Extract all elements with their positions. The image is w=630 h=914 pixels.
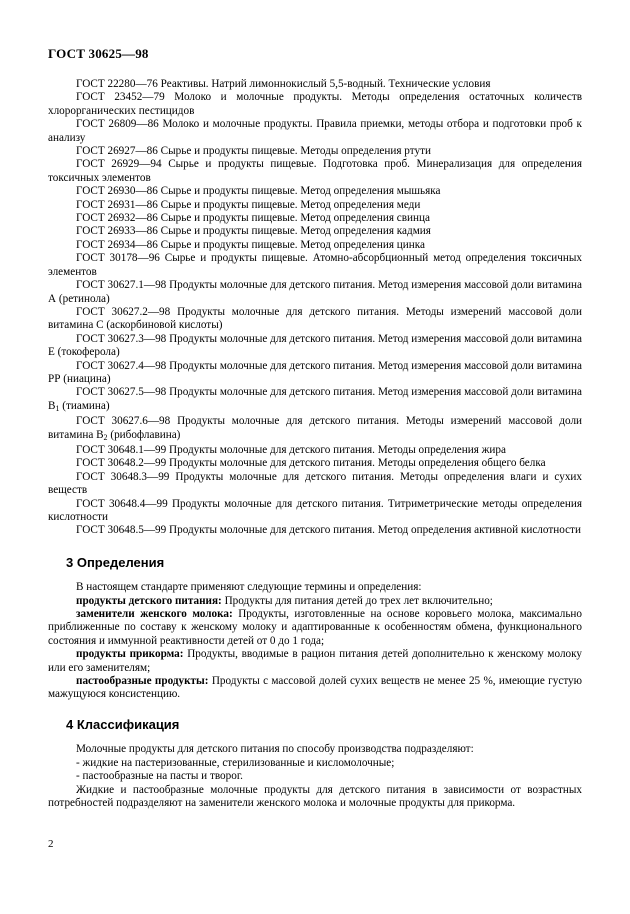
list-item: - пастообразные на пасты и творог. xyxy=(76,770,243,783)
reference-item: ГОСТ 30648.4—99 Продукты молочные для детского питания. Титриметрические методы определения кислотности xyxy=(48,497,583,523)
reference-item: ГОСТ 30648.1—99 Продукты молочные для детского питания. Методы определения жира xyxy=(76,443,506,456)
reference-item: ГОСТ 26927—86 Сырье и продукты пищевые. Методы определения ртути xyxy=(76,145,431,158)
section-heading-classification: 4 Классификация xyxy=(66,716,180,732)
references-list xyxy=(48,78,582,538)
page-number: 2 xyxy=(48,838,54,850)
document-header: ГОСТ 30625—98 xyxy=(48,46,149,61)
definitions-section xyxy=(48,581,582,702)
document-body xyxy=(48,78,582,810)
reference-item: ГОСТ 30627.1—98 Продукты молочные для детского питания. Метод измерения массовой доли витамина А (ретинола) xyxy=(48,279,582,305)
reference-item: ГОСТ 26932—86 Сырье и продукты пищевые. Метод определения свинца xyxy=(76,212,430,225)
reference-item: ГОСТ 30648.3—99 Продукты молочные для детского питания. Методы определения влаги и сухих веществ xyxy=(48,470,583,497)
reference-item: ГОСТ 26931—86 Сырье и продукты пищевые. Метод определения меди xyxy=(76,198,421,211)
reference-item: ГОСТ 30648.2—99 Продукты молочные для детского питания. Методы определения общего белка xyxy=(76,457,546,470)
classification-section xyxy=(48,743,582,810)
term: продукты прикорма: xyxy=(76,648,184,661)
reference-item: ГОСТ 26930—86 Сырье и продукты пищевые. Метод определения мышьяка xyxy=(76,185,441,198)
definition: Продукты, вводимые в рацион питания детей дополнительно к женскому молоку или его заменителям; xyxy=(48,648,583,674)
section-intro: В настоящем стандарте применяют следующие термины и определения: xyxy=(76,581,422,594)
definition-item xyxy=(48,648,582,675)
reference-item: ГОСТ 30648.5—99 Продукты молочные для детского питания. Метод определения активной кислотности xyxy=(76,524,581,537)
reference-item: ГОСТ 30627.6—98 Продукты молочные для детского питания. Методы измерений массовой доли витамина $В_2$ (рибофлавина) xyxy=(48,415,583,442)
definition-item xyxy=(48,608,582,648)
section-intro: Молочные продукты для детского питания по способу производства подразделяют: xyxy=(76,743,474,756)
reference-item: ГОСТ 26934—86 Сырье и продукты пищевые. Метод определения цинка xyxy=(76,238,425,251)
definition: Продукты с массовой долей сухих веществ не менее 25 %, имеющие густую мажущуюся консистенцию. xyxy=(48,675,583,701)
term: пастообразные продукты: xyxy=(76,675,209,688)
reference-item: ГОСТ 22280—76 Реактивы. Натрий лимоннокислый 5,5-водный. Технические условия xyxy=(76,78,491,90)
definition: Продукты для питания детей до трех лет включительно; xyxy=(221,594,493,607)
term: продукты детского питания: xyxy=(76,594,222,607)
reference-item: ГОСТ 26809—86 Молоко и молочные продукты. Правила приемки, методы отбора и подготовки проб к анализу xyxy=(48,118,582,144)
section-heading-definitions: 3 Определения xyxy=(66,554,165,570)
reference-item: ГОСТ 30627.2—98 Продукты молочные для детского питания. Методы измерений массовой доли витамина С (аскорбиновой кислоты) xyxy=(48,305,583,332)
list-item: - жидкие на пастеризованные, стерилизованные и кисломолочные; xyxy=(76,756,395,769)
reference-item: ГОСТ 30627.4—98 Продукты молочные для детского питания. Метод измерения массовой доли витамина РР (ниацина) xyxy=(48,359,582,385)
reference-item: ГОСТ 26929—94 Сырье и продукты пищевые. Подготовка проб. Минерализация для определения токсичных элементов xyxy=(48,158,583,184)
term: заменители женского молока: xyxy=(76,608,233,621)
reference-item: ГОСТ 26933—86 Сырье и продукты пищевые. Метод определения кадмия xyxy=(76,225,431,238)
reference-item: ГОСТ 30178—96 Сырье и продукты пищевые. Атомно-абсорбционный метод определения токсичных элементов xyxy=(48,252,583,278)
definition-item xyxy=(48,675,582,702)
reference-item: ГОСТ 30627.3—98 Продукты молочные для детского питания. Метод измерения массовой доли витамина Е (токоферола) xyxy=(48,332,582,359)
definition-item xyxy=(48,595,582,608)
definition: Продукты, изготовленные на основе коровьего молока, максимально приближенные по составу к женскому молоку и адаптированные к особенностям обмена, функционального состояния и иммунной реактивности детей от 0 до 1 года; xyxy=(48,608,583,647)
classification-paragraph: Жидкие и пастообразные молочные продукты для детского питания в зависимости от возрастных потребностей подразделяют на заменители женского молока и молочные продукты для прикорма. xyxy=(48,783,582,809)
reference-item: ГОСТ 30627.5—98 Продукты молочные для детского питания. Метод измерения массовой доли витамина $В_1$ (тиамина) xyxy=(48,386,582,413)
reference-item: ГОСТ 23452—79 Молоко и молочные продукты. Методы определения остаточных количеств хлорорганических пестицидов xyxy=(48,91,583,117)
